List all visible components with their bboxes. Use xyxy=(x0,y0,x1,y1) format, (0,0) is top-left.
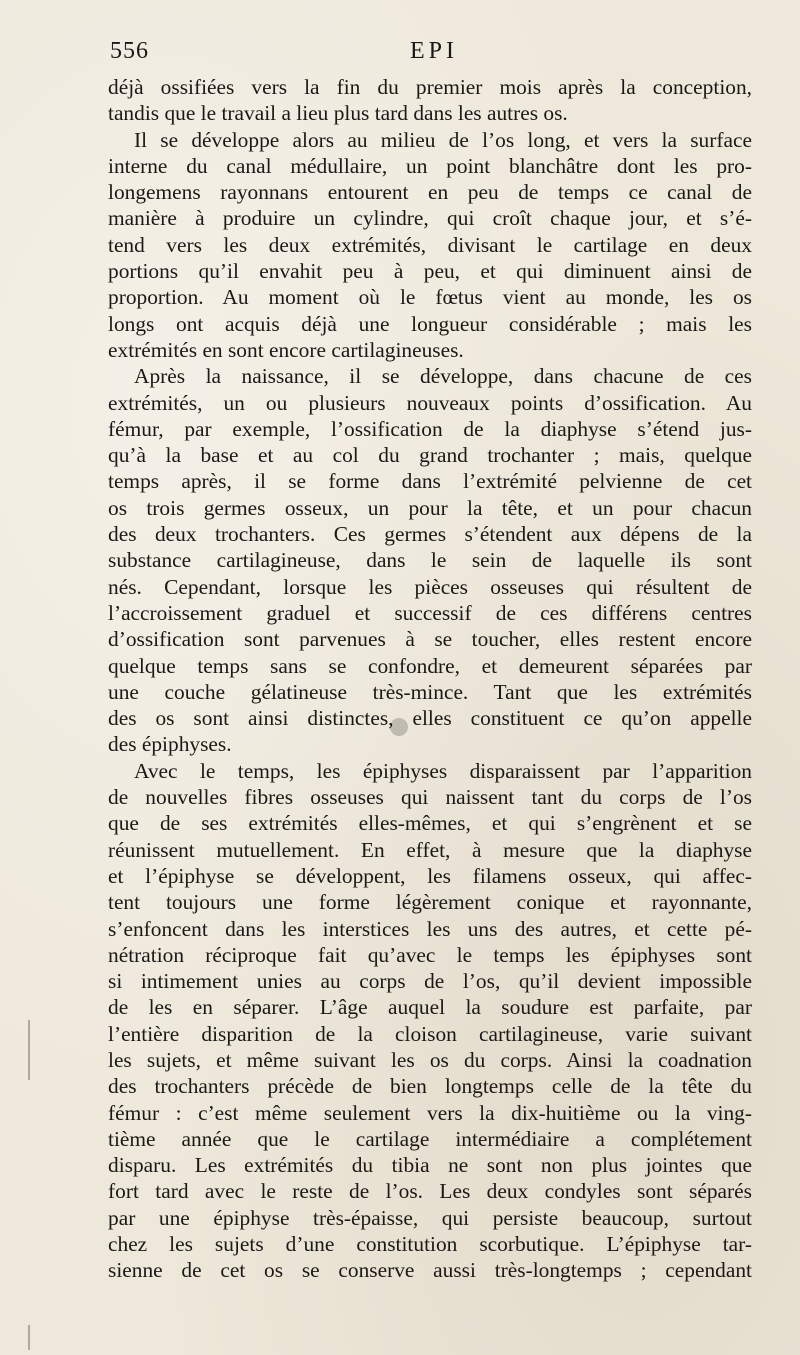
text-line: si intimement unies au corps de l’os, qu’il devient impossible xyxy=(108,969,752,994)
text-line: qu’à la base et au col du grand trochanter ; mais, quelque xyxy=(108,443,752,468)
text-line: par une épiphyse très-épaisse, qui persiste beaucoup, surtout xyxy=(108,1205,752,1230)
text-line: déjà ossifiées vers la fin du premier mois après la conception, xyxy=(108,75,752,99)
text-line: proportion. Au moment où le fœtus vient au monde, les os xyxy=(108,285,752,310)
text-line: longemens rayonnans entourent en peu de temps ce canal de xyxy=(108,180,752,205)
text-line: tième année que le cartilage intermédiaire a complétement xyxy=(108,1126,752,1151)
text-line: et l’épiphyse se développent, les filamens osseux, qui affec- xyxy=(108,863,752,888)
text-line: longs ont acquis déjà une longueur considérable ; mais les xyxy=(108,311,752,336)
text-line: extrémités, un ou plusieurs nouveaux points d’ossification. Au xyxy=(108,390,752,415)
text-line: de nouvelles fibres osseuses qui naissent tant du corps de l’os xyxy=(108,785,752,810)
text-line: nés. Cependant, lorsque les pièces osseuses qui résultent de xyxy=(108,574,752,599)
text-line: tend vers les deux extrémités, divisant le cartilage en deux xyxy=(108,232,752,257)
binding-shadow xyxy=(28,1325,30,1350)
text-line: substance cartilagineuse, dans le sein de laquelle ils sont xyxy=(108,548,752,573)
running-head: EPI xyxy=(410,38,458,64)
text-line: de les en séparer. L’âge auquel la soudure est parfaite, par xyxy=(108,995,752,1020)
text-line: tent toujours une forme légèrement conique et rayonnante, xyxy=(108,890,752,915)
text-line: fort tard avec le reste de l’os. Les deux condyles sont séparés xyxy=(108,1179,752,1204)
text-line: extrémités en sont encore cartilagineuses. xyxy=(108,337,464,362)
text-line: l’entière disparition de la cloison cartilagineuse, varie suivant xyxy=(108,1021,752,1046)
text-line: temps après, il se forme dans l’extrémité pelvienne de cet xyxy=(108,469,752,494)
text-line: une couche gélatineuse très-mince. Tant que les extrémités xyxy=(108,679,752,704)
binding-shadow xyxy=(28,1020,30,1080)
text-line: Après la naissance, il se développe, dans chacune de ces xyxy=(134,364,752,389)
text-line: disparu. Les extrémités du tibia ne sont non plus jointes que xyxy=(108,1153,752,1178)
text-line: os trois germes osseux, un pour la tête, et un pour chacun xyxy=(108,495,752,520)
text-line: chez les sujets d’une constitution scorbutique. L’épiphyse tar- xyxy=(108,1232,752,1257)
text-line: des os sont ainsi distinctes, elles constituent ce qu’on appelle xyxy=(108,706,752,731)
text-line: Il se développe alors au milieu de l’os long, et vers la surface xyxy=(134,127,752,152)
text-line: des épiphyses. xyxy=(108,732,232,757)
text-line: s’enfoncent dans les interstices les uns des autres, et cette pé- xyxy=(108,916,752,941)
text-line: réunissent mutuellement. En effet, à mesure que la diaphyse xyxy=(108,837,752,862)
text-line: des trochanters précède de bien longtemps celle de la tête du xyxy=(108,1074,752,1099)
text-line: portions qu’il envahit peu à peu, et qui diminuent ainsi de xyxy=(108,259,752,284)
text-line: quelque temps sans se confondre, et demeurent séparées par xyxy=(108,653,752,678)
text-line: des deux trochanters. Ces germes s’étendent aux dépens de la xyxy=(108,522,752,547)
text-line: tandis que le travail a lieu plus tard dans les autres os. xyxy=(108,101,568,126)
text-line: l’accroissement graduel et successif de ces différens centres xyxy=(108,600,752,625)
text-line: fémur : c’est même seulement vers la dix-huitième ou la ving- xyxy=(108,1100,752,1125)
text-line: sienne de cet os se conserve aussi très-longtemps ; cependant xyxy=(108,1258,752,1283)
text-line: que de ses extrémités elles-mêmes, et qui s’engrènent et se xyxy=(108,811,752,836)
text-line: Avec le temps, les épiphyses disparaissent par l’apparition xyxy=(134,758,752,783)
text-line: d’ossification sont parvenues à se toucher, elles restent encore xyxy=(108,627,752,652)
text-line: manière à produire un cylindre, qui croît chaque jour, et s’é- xyxy=(108,206,752,231)
body-text xyxy=(108,74,752,1284)
text-line: fémur, par exemple, l’ossification de la diaphyse s’étend jus- xyxy=(108,416,752,441)
page-header xyxy=(110,38,750,72)
text-line: les sujets, et même suivant les os du corps. Ainsi la coadnation xyxy=(108,1047,752,1072)
text-line: nétration réciproque fait qu’avec le temps les épiphyses sont xyxy=(108,942,752,967)
text-line: interne du canal médullaire, un point blanchâtre dont les pro- xyxy=(108,153,752,178)
page-number: 556 xyxy=(110,38,149,64)
